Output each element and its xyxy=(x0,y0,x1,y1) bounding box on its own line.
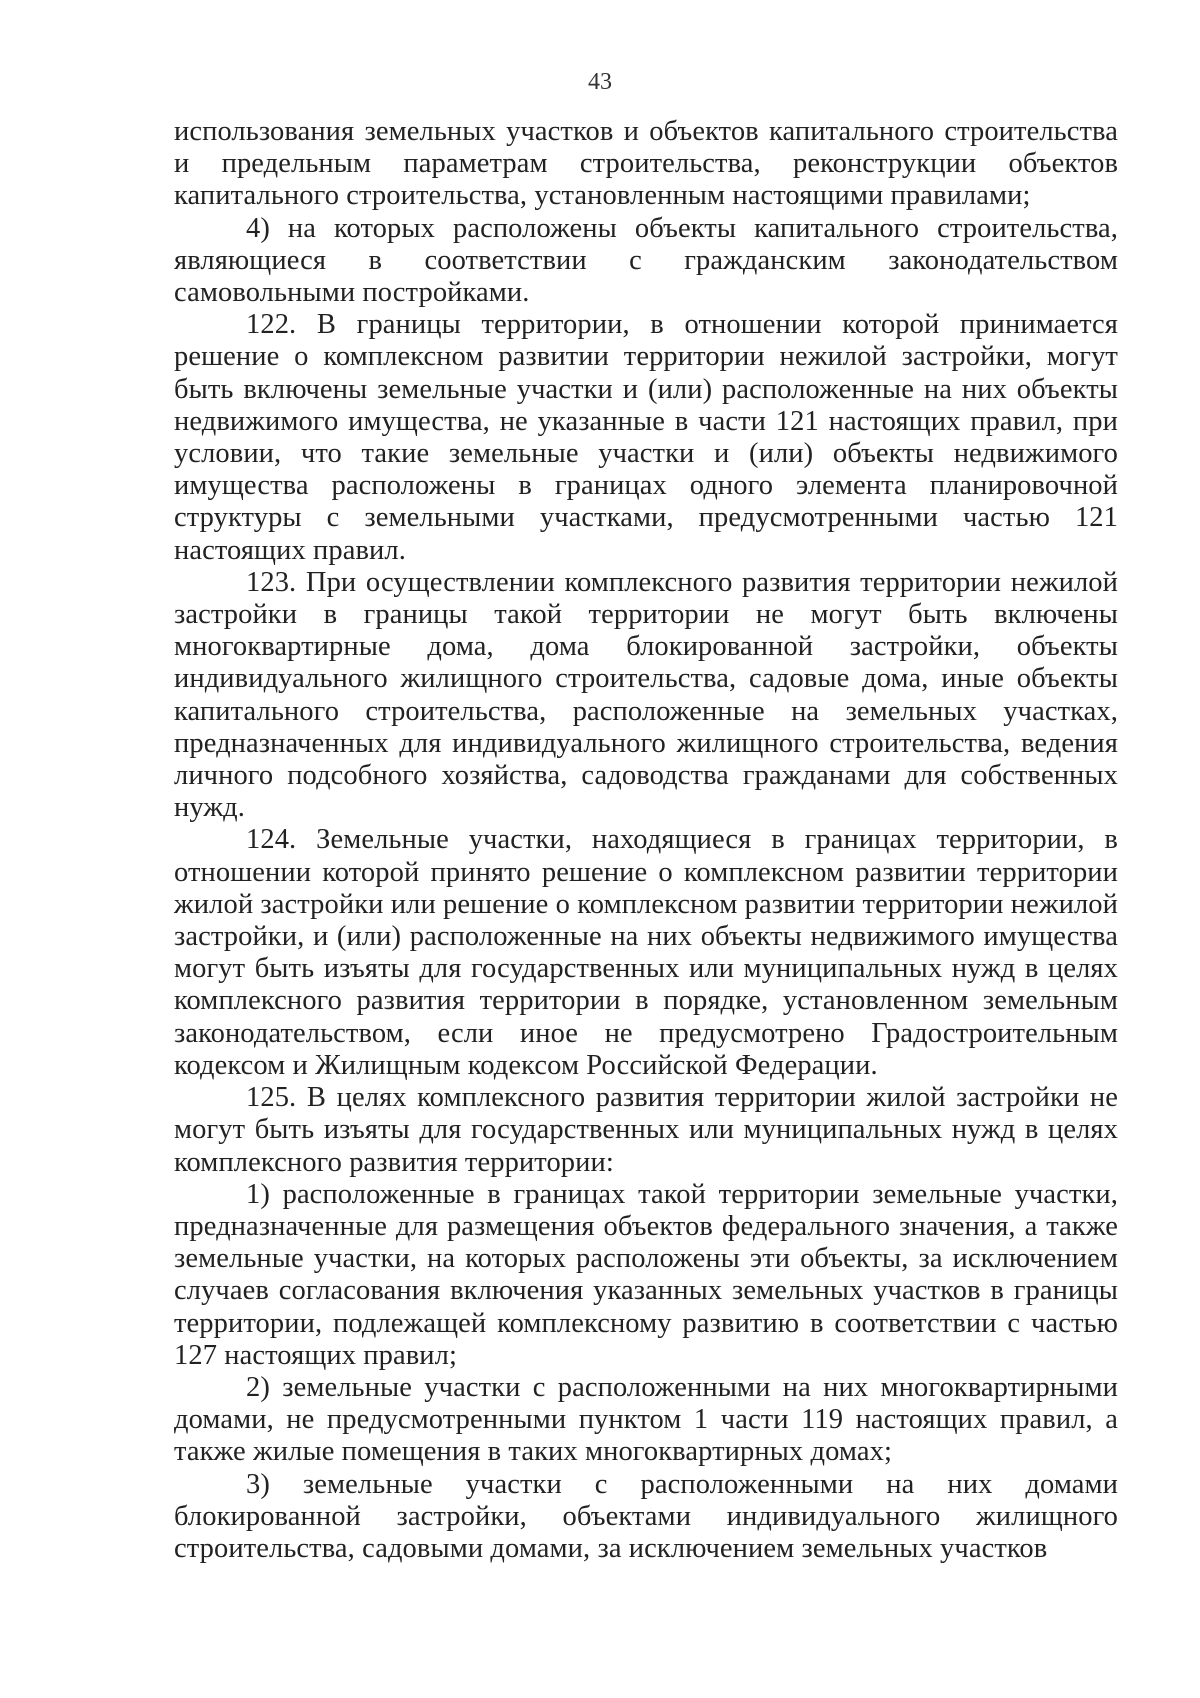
list-item-4: 4) на которых расположены объекты капитального строительства, являющиеся в соответствии с гражданским законодательством самовольными постройками. xyxy=(174,212,1118,309)
page-number: 43 xyxy=(588,69,612,95)
section-123: 123. При осуществлении комплексного развития территории нежилой застройки в границы такой территории не могут быть включены многоквартирные дома, дома блокированной застройки, объекты индивидуального жилищного строительства, садовые дома, иные объекты капитального строительства, расположенные на земельных участках, предназначенных для индивидуального жилищного строительства, ведения личного подсобного хозяйства, садоводства гражданами для собственных нужд. xyxy=(174,566,1118,824)
section-122: 122. В границы территории, в отношении которой принимается решение о комплексном развитии территории нежилой застройки, могут быть включены земельные участки и (или) расположенные на них объекты недвижимого имущества, не указанные в части 121 настоящих правил, при условии, что такие земельные участки и (или) объекты недвижимого имущества расположены в границах одного элемента планировочной структуры с земельными участками, предусмотренными частью 121 настоящих правил. xyxy=(174,309,1118,566)
list-item-1: 1) расположенные в границах такой территории земельные участки, предназначенные для размещения объектов федерального значения, а также земельные участки, на которых расположены эти объекты, за исключением случаев согласования включения указанных земельных участков в границы территории, подлежащей комплексному развитию в соответствии с частью 127 настоящих правил; xyxy=(174,1178,1118,1371)
section-125: 125. В целях комплексного развития территории жилой застройки не могут быть изъяты для государственных или муниципальных нужд в целях комплексного развития территории: xyxy=(174,1082,1118,1178)
section-124: 124. Земельные участки, находящиеся в границах территории, в отношении которой принято решение о комплексном развитии территории жилой застройки или решение о комплексном развитии территории нежилой застройки, и (или) расположенные на них объекты недвижимого имущества могут быть изъяты для государственных или муниципальных нужд в целях комплексного развития территории в порядке, установленном земельным законодательством, если иное не предусмотрено Градостроительным кодексом и Жилищным кодексом Российской Федерации. xyxy=(174,824,1118,1081)
list-item-3: 3) земельные участки с расположенными на них домами блокированной застройки, объектами индивидуального жилищного строительства, садовыми домами, за исключением земельных участков xyxy=(174,1468,1118,1564)
document-body xyxy=(174,116,1118,1565)
list-item-2: 2) земельные участки с расположенными на них многоквартирными домами, не предусмотренными пунктом 1 части 119 настоящих правил, а также жилые помещения в таких многоквартирных домах; xyxy=(174,1371,1118,1468)
paragraph-continuation: использования земельных участков и объектов капитального строительства и предельным параметрам строительства, реконструкции объектов капитального строительства, установленным настоящими правилами; xyxy=(174,116,1118,212)
